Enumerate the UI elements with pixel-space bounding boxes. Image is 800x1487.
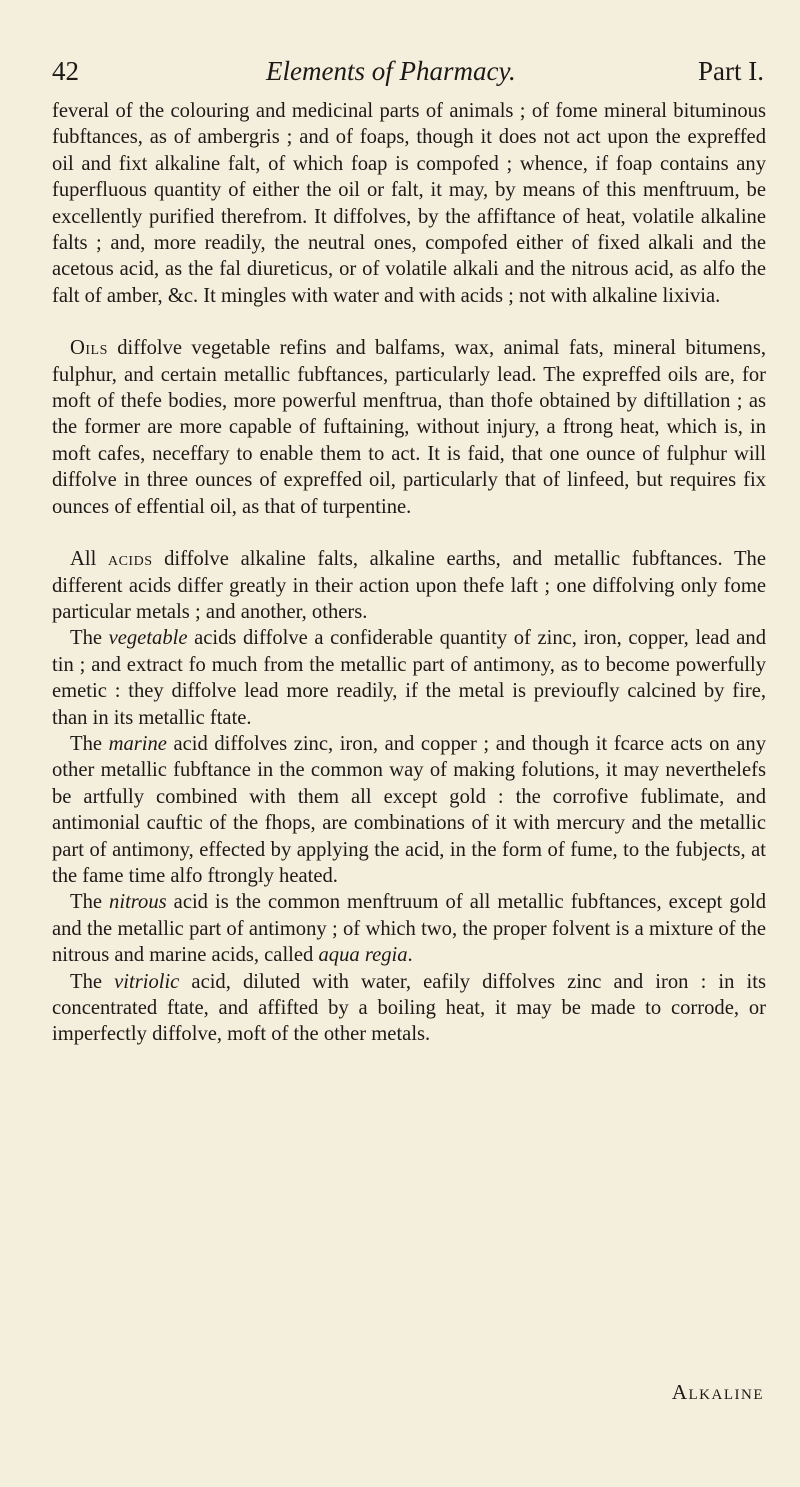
acid-name: vitriolic: [114, 970, 180, 993]
body-text: [52, 98, 766, 1048]
paragraph-vegetable-acids: The vegetable acids diffolve a confiderable quantity of zinc, iron, copper, lead and tin ; and extract fo much from the metallic part of antimony, as to become powerfully emetic : they diffolve lead more readily, if the metal is previoufly calcined by fire, than in its metallic ftate.: [52, 627, 766, 729]
paragraph-marine-acid: The marine acid diffolves zinc, iron, and copper ; and though it fcarce acts on any other metallic fubftance in the common way of making folutions, it may neverthelefs be artfully combined with them all except gold : the corrofive fublimate, and antimonial cauftic of the fhops, are combinations of it with mercury and the metallic part of antimony, effected by applying the acid, in the form of fume, to the fubjects, at the fame time alfo ftrongly heated.: [52, 732, 766, 887]
paragraph-acids: All acids diffolve alkaline falts, alkaline earths, and metallic fubftances. The different acids differ greatly in their action upon thefe laft ; one diffolving only fome particular metals ; and another, others.: [52, 548, 766, 623]
catchword: Alkaline: [671, 1380, 764, 1404]
running-title: Elements of Pharmacy.: [266, 56, 516, 86]
paragraph-oils: Oils diffolve vegetable refins and balfams, wax, animal fats, mineral bitumens, fulphur, and certain metallic fubftances, particularly lead. The expreffed oils are, for moft of thefe bodies, more powerful menftrua, than thofe obtained by diftillation ; as the former are more capable of fuftaining, without injury, a ftrong heat, which is, in moft cafes, neceffary to enable them to act. It is faid, that one ounce of fulphur will diffolve in three ounces of expreffed oil, particularly that of linfeed, but requires fix ounces of effential oil, as that of turpentine.: [52, 337, 766, 518]
paragraph-nitrous-acid: The nitrous acid is the common menftruum of all metallic fubftances, except gold and the metallic part of antimony ; of which two, the proper folvent is a mixture of the nitrous and marine acids, called aqua regia.: [52, 891, 766, 967]
lead-word: Oils: [70, 337, 108, 360]
lead-word: acids: [107, 548, 153, 571]
aqua-regia: aqua regia: [318, 944, 408, 967]
part-label: Part I.: [698, 56, 764, 86]
acid-name: vegetable: [108, 627, 188, 650]
running-head: [52, 56, 764, 96]
acid-name: nitrous: [109, 891, 167, 914]
acid-name: marine: [108, 732, 167, 755]
paragraph-solvents-continued: feveral of the colouring and medicinal parts of animals ; of fome mineral bituminous fubftances, as of ambergris ; and of foaps, though it does not act upon the expreffed oil and fixt alkaline falt, of which foap is compofed ; whence, if foap contains any fuperfluous quantity of either the oil or falt, it may, by means of this menftruum, be excellently purified therefrom. It diffolves, by the affiftance of heat, volatile alkaline falts ; and, more readily, the neutral ones, compofed either of fixed alkali and the acetous acid, as the fal diureticus, or of volatile alkali and the nitrous acid, as alfo the falt of amber, &c. It mingles with water and with acids ; not with alkaline lixivia.: [52, 100, 766, 307]
paragraph-vitriolic-acid: The vitriolic acid, diluted with water, eafily diffolves zinc and iron : in its concentrated ftate, and affifted by a boiling heat, it may be made to corrode, or imperfectly diffolve, moft of the other metals.: [52, 970, 766, 1046]
page-number: 42: [52, 56, 79, 86]
